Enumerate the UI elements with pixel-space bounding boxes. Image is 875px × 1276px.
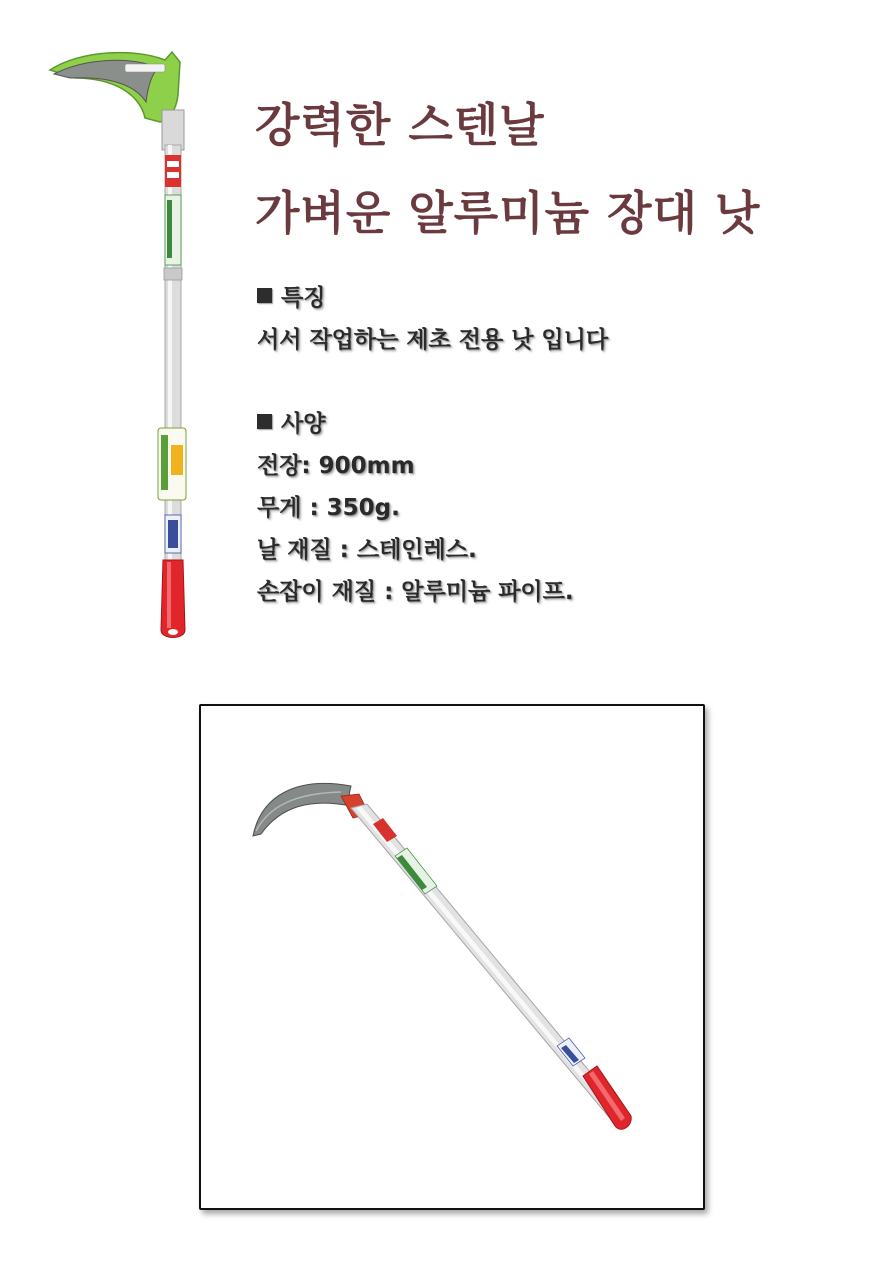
square-bullet-icon (257, 414, 272, 429)
specs-heading (257, 413, 325, 436)
specs-heading-text: 사양 (281, 411, 326, 437)
headline-line-2: 가벼운 알루미늄 장대 낫 (255, 186, 761, 240)
headline-line-1: 강력한 스텐날 (255, 98, 545, 152)
product-image-diagonal (201, 706, 703, 1208)
spec-handle-material: 손잡이 재질 : 알루미늄 파이프. (257, 579, 574, 605)
features-text: 서서 작업하는 제초 전용 낫 입니다 (257, 327, 609, 353)
spec-blade-material: 날 재질 : 스테인레스. (257, 537, 477, 563)
features-heading-text: 특징 (281, 285, 326, 311)
spec-weight: 무게 : 350g. (257, 495, 400, 521)
spec-length: 전장: 900mm (257, 453, 415, 479)
square-bullet-icon (257, 288, 272, 303)
product-image-vertical (40, 40, 210, 650)
features-heading (257, 287, 325, 310)
product-image-frame (199, 704, 705, 1210)
